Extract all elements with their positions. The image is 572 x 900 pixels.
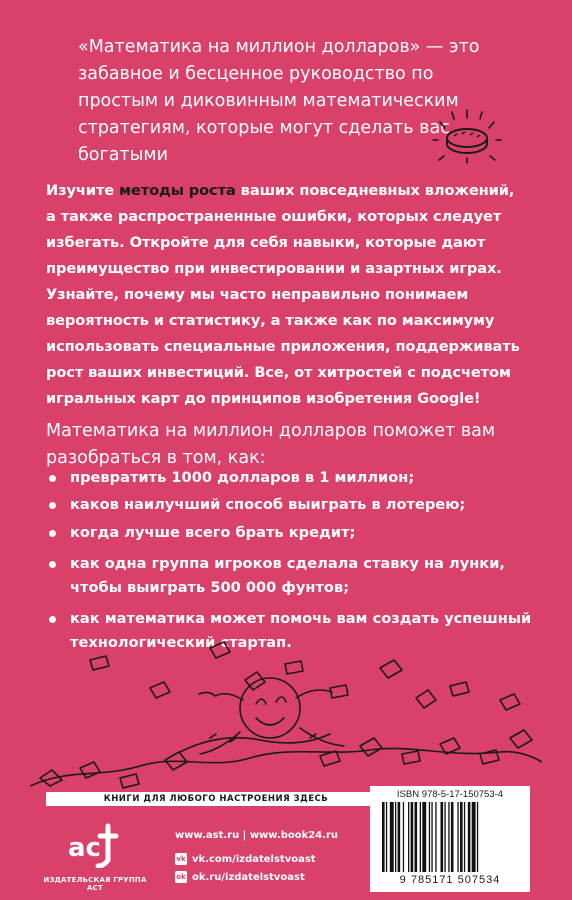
- ok-icon: ok: [176, 873, 186, 881]
- ok-link[interactable]: [175, 871, 305, 883]
- learn-heading: Математика на миллион долларов поможет вам разобраться в том, как:: [46, 421, 496, 468]
- publisher-name: ИЗДАТЕЛЬСКАЯ ГРУППА АСТ: [43, 876, 147, 892]
- benefit-text: как математика может помочь вам создать успешный технологический стартап.: [70, 610, 532, 651]
- vk-icon: vk: [176, 855, 186, 863]
- bullet-dot-icon: [49, 561, 56, 568]
- bullet-dot-icon: [49, 502, 56, 509]
- barcode-icon: [382, 802, 522, 872]
- description-highlight: методы роста: [119, 182, 236, 199]
- ast-logo-icon: [64, 822, 124, 868]
- bullet-dot-icon: [49, 530, 56, 537]
- description-lead: Изучите: [46, 182, 120, 199]
- benefit-text: превратить 1000 долларов в 1 миллион;: [70, 469, 415, 486]
- vk-text: vk.com/izdatelstvoast: [192, 853, 316, 865]
- money-pile-illustration: [30, 628, 542, 790]
- isbn-text: ISBN 978-5-17-150753-4: [396, 789, 504, 800]
- description-paragraph: [46, 178, 526, 412]
- benefit-list: [46, 466, 536, 655]
- coin-doodle-icon: [432, 108, 502, 164]
- benefit-item: [46, 466, 536, 490]
- vk-link[interactable]: [175, 853, 316, 865]
- benefit-text: когда лучше всего брать кредит;: [70, 524, 356, 541]
- ok-text: ok.ru/izdatelstvoast: [192, 871, 305, 883]
- publisher-sites[interactable]: www.ast.ru | www.book24.ru: [175, 830, 339, 841]
- benefit-text: каков наилучший способ выиграть в лотерею;: [70, 496, 466, 513]
- benefit-item: [46, 493, 536, 517]
- benefit-item: [46, 521, 536, 545]
- benefit-text: как одна группа игроков сделала ставку на лунки, чтобы выиграть 500 000 фунтов;: [70, 555, 505, 596]
- intro-text: «Математика на миллион долларов» — это забавное и бесценное руководство по простым и диковинным математическим стратегиям, которые могут сделать вас богатыми: [78, 37, 480, 165]
- series-strip: КНИГИ ДЛЯ ЛЮБОГО НАСТРОЕНИЯ ЗДЕСЬ: [46, 792, 386, 806]
- benefit-item: [46, 552, 536, 600]
- barcode-box: [370, 786, 530, 892]
- ean-text: 9 785171 507534: [399, 874, 501, 886]
- logo-text: ac: [68, 833, 101, 863]
- bullet-dot-icon: [49, 475, 56, 482]
- description-rest: ваших повседневных вложений, а также распространенные ошибки, которых следует избегать. Откройте для себя навыки, которые дают преимущество при инвестировании и азартных играх. Узнайте, почему мы часто неправильно понимаем вероятность и статистику, а также как по максимуму использовать специальные приложения, поддерживать рост ваших инвестиций. Все, от хитростей с подсчетом игральных карт до принципов изобретения Google!: [46, 182, 520, 407]
- bullet-dot-icon: [49, 616, 56, 623]
